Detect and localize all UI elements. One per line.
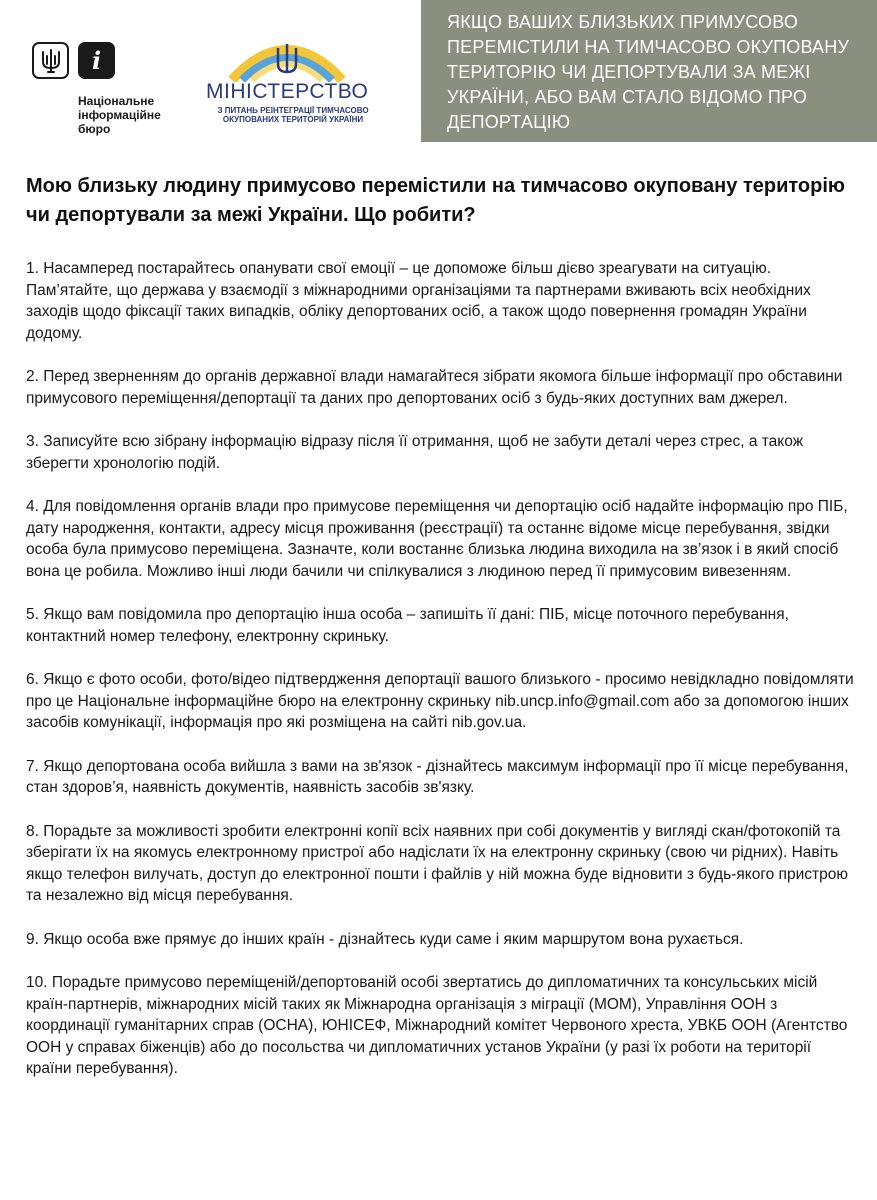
instructions-list (26, 258, 856, 1102)
banner-text: ЯКЩО ВАШИХ БЛИЗЬКИХ ПРИМУСОВО ПЕРЕМІСТИЛИ НА ТИМЧАСОВО ОКУПОВАНУ ТЕРИТОРІЮ ЧИ ДЕПОРТУВАЛИ ЗА МЕЖІ УКРАЇНИ, АБО ВАМ СТАЛО ВІДОМО ПРО ДЕПОРТАЦІЮ (447, 12, 850, 132)
instruction-paragraph: 3. Записуйте всю зібрану інформацію відразу після її отримання, щоб не забути деталі через стрес, а також зберегти хронологію подій. (26, 433, 804, 472)
instruction-paragraph: 8. Порадьте за можливості зробити електронні копії всіх наявних при собі документів у вигляді скан/фотокопій та зберігати їх на якомусь електронному пристрої або надіслати їх на електронну скриньку (свою чи рідних). Навіть якщо телефон вилучать, доступ до електронної пошти і файлів у ній можна буде відновити з будь-якого пристрою та незалежно від місця перебування. (26, 822, 848, 904)
instruction-paragraph: 6. Якщо є фото особи, фото/відео підтвердження депортації вашого близького - просимо невідкладно повідомляти про це Національне інформаційне бюро на електронну скриньку nib.uncp.info@gmail.com або за допомогою інших засобів комунікації, інформація про які розміщена на сайті nib.gov.ua. (26, 671, 854, 731)
instruction-paragraph: 2. Перед зверненням до органів державної влади намагайтеся зібрати якомога більше інформації про обставини примусового переміщення/депортації та даних про депортованих осіб з будь-яких доступних вам джерел. (26, 368, 843, 407)
instruction-paragraph: 1. Насамперед постарайтесь опанувати свої емоції – це допоможе більш дієво зреагувати на ситуацію. Пам’ятайте, що держава у взаємодії з міжнародними організаціями та партнерами вживають всіх необхідних заходів щодо фіксації таких випадків, обліку депортованих осіб, а також щодо повернення громадян України додому. (26, 260, 811, 342)
ministry-subtitle: З ПИТАНЬ РЕІНТЕГРАЦІЇ ТИМЧАСОВО ОКУПОВАНИХ ТЕРИТОРІЙ УКРАЇНИ (217, 106, 369, 124)
instruction-paragraph: 7. Якщо депортована особа вийшла з вами на зв'язок - дізнайтесь максимум інформації про її місце перебування, стан здоров’я, наявність документів, наявність засобів зв'язку. (26, 757, 849, 796)
instruction-paragraph: 9. Якщо особа вже прямує до інших країн - дізнайтесь куди саме і яким маршрутом вона рухається. (26, 930, 744, 948)
page-title: Мою близьку людину примусово перемістили на тимчасово окуповану територію чи депортували за межі України. Що робити? (26, 175, 845, 226)
header (0, 0, 877, 145)
instruction-paragraph: 5. Якщо вам повідомила про депортацію інша особа – запишіть її дані: ПІБ, місце поточного перебування, контактний номер телефону, електронну скриньку. (26, 606, 789, 645)
instruction-paragraph: 10. Порадьте примусово переміщеній/депортованій особі звертатись до дипломатичних та консульських місій країн-партнерів, міжнародних місій таких як Міжнародна організація з міграції (МОМ), Управління ООН з координації гуманітарних справ (OCHA), ЮНІСЕФ, Міжнародний комітет Червоного хреста, УВКБ ООН (Агентство ООН у справах біженців) або до посольства чи дипломатичних установ України (у разі їх роботи на території країни перебування). (26, 974, 848, 1077)
nib-name: Національне інформаційне бюро (78, 94, 161, 136)
instruction-paragraph: 4. Для повідомлення органів влади про примусове переміщення чи депортацію осіб надайте інформацію про ПІБ, дату народження, контакти, адресу місця проживання (реєстрації) та останнє відоме місце перебування, звідки особа була примусово переміщена. Зазначте, коли востаннє близька людина виходила на зв’язок і в який спосіб вона це робила. Можливо інші люди бачили чи спілкувалися з людиною перед її примусовим вивезенням. (26, 498, 848, 580)
ministry-logo (198, 34, 378, 134)
trident-icon (32, 42, 69, 79)
info-icon: i (78, 42, 115, 79)
ministry-emblem-icon (212, 34, 362, 82)
ministry-title: МІНІСТЕРСТВО (206, 80, 369, 103)
header-banner (421, 0, 877, 142)
